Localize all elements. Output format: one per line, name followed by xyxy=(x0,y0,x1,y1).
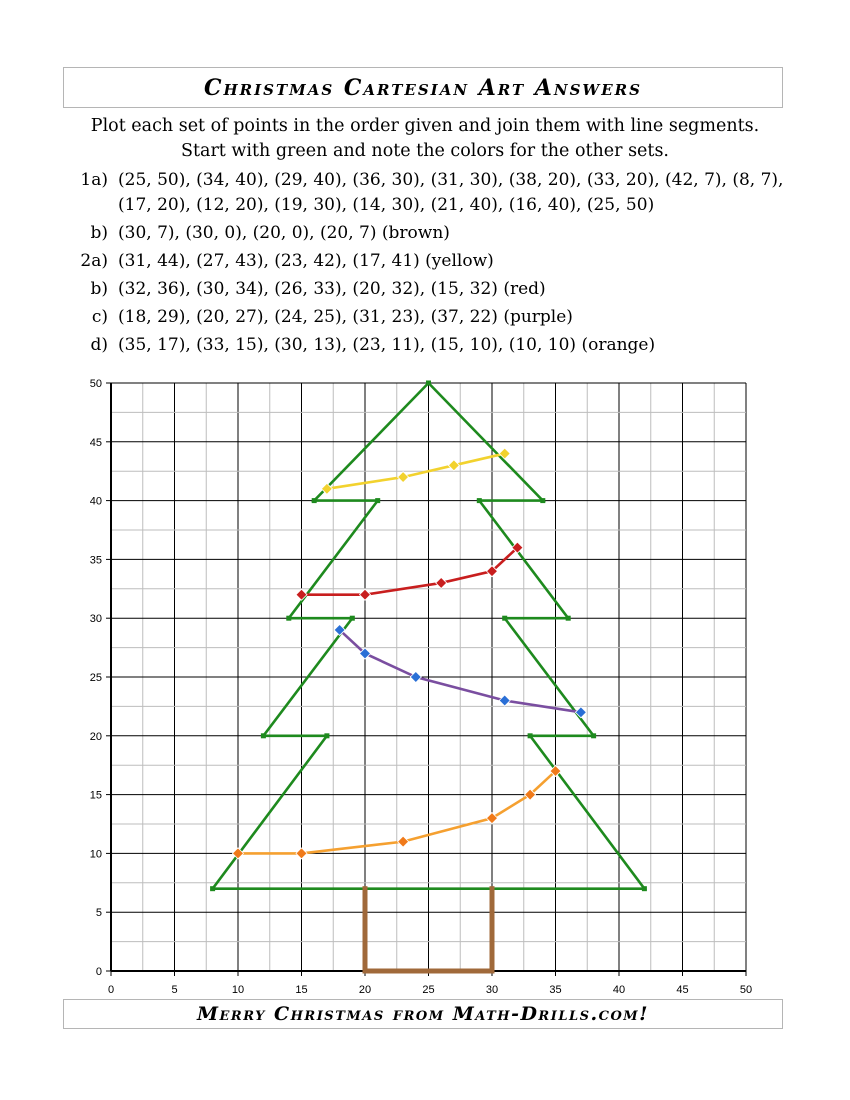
y-tick-label: 50 xyxy=(89,378,102,390)
problem-points: (35, 17), (33, 15), (30, 13), (23, 11), (15, 10), (10, 10) (orange) xyxy=(118,335,656,355)
problem-label: 2a) xyxy=(80,251,108,271)
data-point-marker xyxy=(286,616,291,621)
problem-label: c) xyxy=(91,307,108,327)
x-tick-label: 45 xyxy=(676,984,689,995)
data-point-marker xyxy=(528,733,533,738)
data-point-marker xyxy=(210,886,215,891)
problem-points: (30, 7), (30, 0), (20, 0), (20, 7) (brown) xyxy=(118,223,450,243)
y-tick-label: 45 xyxy=(89,436,102,449)
data-point-marker xyxy=(261,733,266,738)
x-tick-label: 35 xyxy=(549,984,562,995)
data-point-marker xyxy=(540,498,545,503)
y-tick-label: 5 xyxy=(95,907,102,920)
problem-points: (18, 29), (20, 27), (24, 25), (31, 23), (37, 22) (purple) xyxy=(118,307,573,327)
instruction-line-1: Plot each set of points in the order given and join them with line segments. xyxy=(90,116,760,136)
problem-item xyxy=(68,221,788,246)
data-point-marker xyxy=(490,886,495,891)
y-tick-label: 10 xyxy=(89,848,102,861)
data-point-marker xyxy=(363,886,368,891)
problem-label: b) xyxy=(90,279,108,299)
data-point-marker xyxy=(642,886,647,891)
title-banner xyxy=(63,67,783,108)
x-tick-label: 50 xyxy=(739,984,753,995)
data-point-marker xyxy=(312,498,317,503)
problem-points: (25, 50), (34, 40), (29, 40), (36, 30), (31, 30), (38, 20), (33, 20), (42, 7), (8, 7), (17, 20), (12, 20), (19, 30), (14, 30), (21, 40), (16, 40), (25, 50) xyxy=(118,170,784,215)
problem-label: b) xyxy=(90,223,108,243)
data-point-marker xyxy=(350,616,355,621)
problem-item xyxy=(68,168,788,218)
x-tick-label: 30 xyxy=(485,984,499,995)
x-tick-label: 25 xyxy=(422,984,435,995)
y-tick-label: 25 xyxy=(89,672,102,684)
problem-points: (32, 36), (30, 34), (26, 33), (20, 32), (15, 32) (red) xyxy=(118,279,546,299)
data-point-marker xyxy=(426,381,431,386)
cartesian-chart xyxy=(0,370,850,995)
x-tick-label: 40 xyxy=(612,984,626,995)
problem-label: d) xyxy=(90,335,108,355)
problem-item xyxy=(68,277,788,302)
problem-points: (31, 44), (27, 43), (23, 42), (17, 41) (yellow) xyxy=(118,251,494,271)
data-point-marker xyxy=(591,733,596,738)
chart-container xyxy=(0,370,850,995)
data-point-marker xyxy=(375,498,380,503)
problem-item xyxy=(68,305,788,330)
y-tick-label: 15 xyxy=(89,789,102,802)
x-tick-label: 20 xyxy=(358,984,372,995)
instructions xyxy=(40,114,810,164)
instruction-line-2: Start with green and note the colors for the other sets. xyxy=(180,141,669,161)
x-tick-label: 15 xyxy=(295,984,308,995)
footer-banner xyxy=(63,999,783,1029)
y-tick-label: 40 xyxy=(89,495,102,508)
y-tick-label: 0 xyxy=(95,966,102,978)
data-point-marker xyxy=(490,969,495,974)
problem-item xyxy=(68,333,788,358)
x-tick-label: 10 xyxy=(231,984,245,995)
problem-list xyxy=(68,168,788,361)
data-point-marker xyxy=(502,616,507,621)
y-tick-label: 20 xyxy=(89,730,102,743)
x-tick-label: 5 xyxy=(171,984,178,995)
x-tick-label: 0 xyxy=(107,984,115,995)
data-point-marker xyxy=(477,498,482,503)
page-title: Christmas Cartesian Art Answers xyxy=(204,75,642,101)
problem-item xyxy=(68,249,788,274)
data-point-marker xyxy=(324,733,329,738)
problem-label: 1a) xyxy=(80,170,108,190)
data-point-marker xyxy=(363,969,368,974)
y-tick-label: 30 xyxy=(89,613,102,626)
data-point-marker xyxy=(566,616,571,621)
footer-text: Merry Christmas from Math-Drills.com! xyxy=(196,1003,650,1025)
y-tick-label: 35 xyxy=(89,554,102,567)
